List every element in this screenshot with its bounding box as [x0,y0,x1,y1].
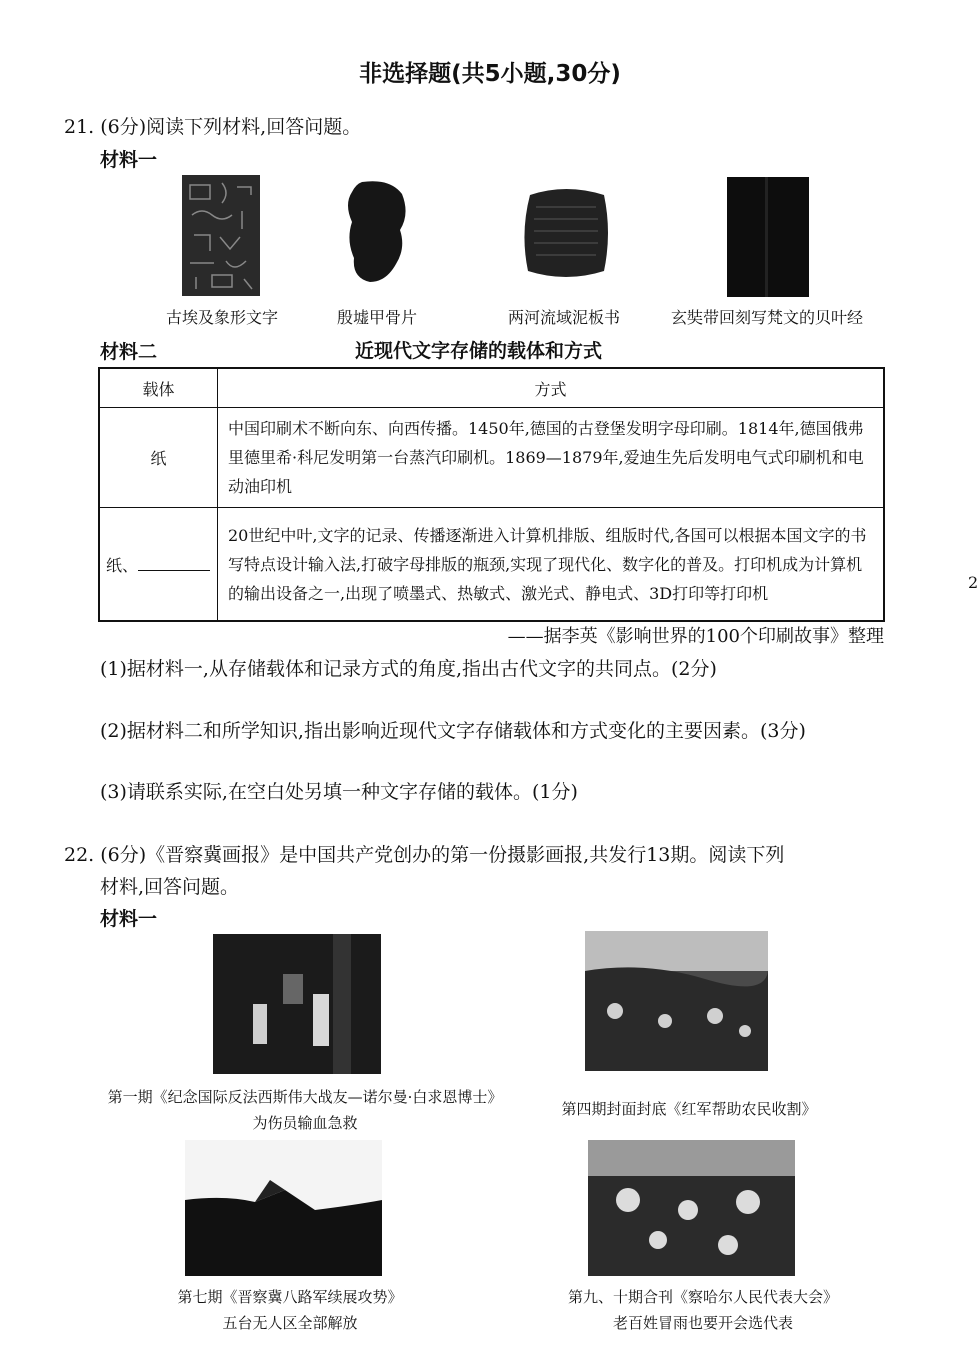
clay-tablet-image [520,183,612,283]
palm-leaf-sutra-image [727,177,809,297]
q21-material1-label: 材料一 [100,149,158,171]
photo-caption-4-line2: 老百姓冒雨也要开会选代表 [612,1314,793,1332]
q21-sub3: (3)请联系实际,在空白处另填一种文字存储的载体。(1分) [100,781,578,803]
photo-red-army-harvest [585,931,768,1071]
carrier-text: 纸、 [106,555,139,575]
q22-material1-label: 材料一 [100,908,158,930]
photo-caption-2 [540,1096,838,1122]
table-cell-carrier [99,508,218,622]
photo-caption-1-line1: 第一期《纪念国际反法西斯伟大战友—诺尔曼·白求恩博士》 [107,1088,503,1106]
table-cell-method: 中国印刷术不断向东、向西传播。1450年,德国的古登堡发明字母印刷。1814年,德国俄弗里德里希·科尼发明第一台蒸汽印刷机。1869—1879年,爱迪生先后发明电气式印刷机和电动油印机 [218,408,885,508]
q21-sub2: (2)据材料二和所学知识,指出影响近现代文字存储载体和方式变化的主要因素。(3分) [100,720,806,742]
photo-caption-4 [548,1284,858,1336]
q21-sub1: (1)据材料一,从存储载体和记录方式的角度,指出古代文字的共同点。(2分) [100,658,717,680]
caption-palm-leaf: 玄奘带回刻写梵文的贝叶经 [670,308,863,327]
photo-caption-3-line1: 第七期《晋察冀八路军续展攻势》 [177,1288,403,1306]
q21-stem: 21. (6分)阅读下列材料,回答问题。 [64,116,362,138]
table-header-method: 方式 [218,368,885,408]
caption-oracle-bone: 殷墟甲骨片 [336,308,417,327]
table-row [99,508,884,622]
table-title: 近现代文字存储的载体和方式 [355,340,603,362]
table-header-carrier: 载体 [99,368,218,408]
caption-clay-tablet: 两河流域泥板书 [507,308,620,327]
photo-bethune [213,934,381,1074]
oracle-bone-image [340,178,412,286]
q21-material2-label: 材料二 [100,341,158,363]
section-title: 非选择题(共5小题,30分) [359,61,621,87]
photo-chahar-congress [588,1140,795,1276]
photo-caption-3-line2: 五台无人区全部解放 [222,1314,358,1332]
table-row [99,408,884,508]
caption-hieroglyph: 古埃及象形文字 [165,308,278,327]
margin-mark: 2 [968,573,979,592]
fill-in-blank[interactable] [138,556,210,571]
photo-caption-1 [100,1084,510,1136]
photo-eighth-route-army [185,1140,382,1276]
photo-caption-2-line1: 第四期封面封底《红军帮助农民收割》 [561,1100,817,1118]
q22-stem-line2: 材料,回答问题。 [100,876,240,898]
table-header-row [99,368,884,408]
q22-stem-line1: 22. (6分)《晋察冀画报》是中国共产党创办的第一份摄影画报,共发行13期。阅读下列 [64,844,785,866]
photo-caption-3 [160,1284,420,1336]
hieroglyph-image [182,175,260,296]
photo-caption-1-line2: 为伤员输血急救 [252,1114,358,1132]
material-source: ——据李英《影响世界的100个印刷故事》整理 [507,626,884,647]
table-cell-carrier: 纸 [99,408,218,508]
table-cell-method: 20世纪中叶,文字的记录、传播逐渐进入计算机排版、组版时代,各国可以根据本国文字的书写特点设计输入法,打破字母排版的瓶颈,实现了现代化、数字化的普及。打印机成为计算机的输出设备之一,出现了喷墨式、热敏式、激光式、静电式、3D打印等打印机 [218,508,885,622]
storage-table [98,367,885,622]
photo-caption-4-line1: 第九、十期合刊《察哈尔人民代表大会》 [567,1288,838,1306]
